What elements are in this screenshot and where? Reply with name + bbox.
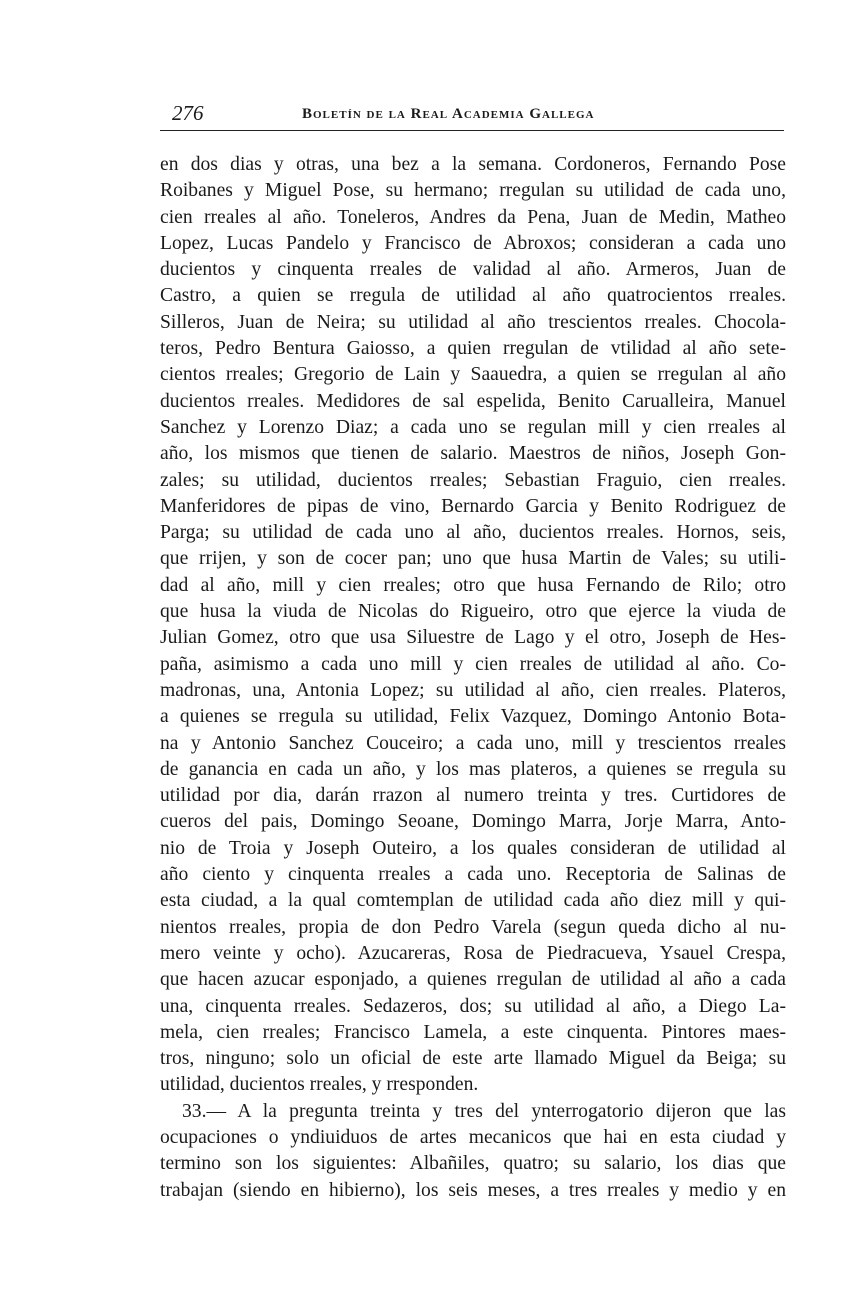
text-line: teros, Pedro Bentura Gaiosso, a quien rregulan de vtilidad al año sete- [160, 338, 786, 360]
section-33-first-line: 33.— A la pregunta treinta y tres del ynterrogatorio dijeron que las [182, 1100, 786, 1122]
text-line: cien rreales al año. Toneleros, Andres da Pena, Juan de Medin, Matheo [160, 206, 786, 228]
text-line: na y Antonio Sanchez Couceiro; a cada uno, mill y trescientos rreales [160, 732, 786, 754]
text-line: nientos rreales, propia de don Pedro Varela (segun queda dicho al nu- [160, 916, 786, 938]
text-line: madronas, una, Antonia Lopez; su utilidad al año, cien rreales. Plateros, [160, 679, 786, 701]
text-line: Julian Gomez, otro que usa Siluestre de Lago y el otro, Joseph de Hes- [160, 627, 786, 649]
text-line: nio de Troia y Joseph Outeiro, a los quales consideran de utilidad al [160, 837, 786, 859]
text-line: Sanchez y Lorenzo Diaz; a cada uno se regulan mill y cien rreales al [160, 416, 786, 438]
text-line: mela, cien rreales; Francisco Lamela, a este cinquenta. Pintores maes- [160, 1021, 786, 1043]
text-line: tros, ninguno; solo un oficial de este arte llamado Miguel da Beiga; su [160, 1048, 786, 1070]
text-line: a quienes se rregula su utilidad, Felix Vazquez, Domingo Antonio Bota- [160, 706, 786, 728]
text-line: Roibanes y Miguel Pose, su hermano; rregulan su utilidad de cada uno, [160, 180, 786, 202]
text-line: que hacen azucar esponjado, a quienes rregulan de utilidad al año a cada [160, 969, 786, 991]
text-line: ducientos rreales. Medidores de sal espelida, Benito Carualleira, Manuel [160, 390, 786, 412]
page-header [162, 100, 784, 126]
text-line: que rrijen, y son de cocer pan; uno que husa Martin de Vales; su utili- [160, 548, 786, 570]
text-line: paña, asimismo a cada uno mill y cien rreales de utilidad al año. Co- [160, 653, 786, 675]
text-line: Silleros, Juan de Neira; su utilidad al año trescientos rreales. Chocola- [160, 311, 786, 333]
text-line: utilidad por dia, darán rrazon al numero treinta y tres. Curtidores de [160, 785, 786, 807]
text-line: año ciento y cinquenta rreales a cada uno. Receptoria de Salinas de [160, 864, 786, 886]
page-number: 276 [172, 101, 204, 125]
text-line: cueros del pais, Domingo Seoane, Domingo Marra, Jorje Marra, Anto- [160, 811, 786, 833]
text-line: dad al año, mill y cien rreales; otro que husa Fernando de Rilo; otro [160, 574, 786, 596]
text-line: ducientos y cinquenta rreales de validad al año. Armeros, Juan de [160, 259, 786, 281]
text-line: Parga; su utilidad de cada uno al año, ducientos rreales. Hornos, seis, [160, 522, 786, 544]
text-line: Lopez, Lucas Pandelo y Francisco de Abroxos; consideran a cada uno [160, 232, 786, 254]
text-line: mero veinte y ocho). Azucareras, Rosa de Piedracueva, Ysauel Crespa, [160, 942, 786, 964]
text-line: que husa la viuda de Nicolas do Rigueiro, otro que ejerce la viuda de [160, 601, 786, 623]
text-line: cientos rreales; Gregorio de Lain y Saauedra, a quien se rregulan al año [160, 364, 786, 386]
text-line: trabajan (siendo en hibierno), los seis meses, a tres rreales y medio y en [160, 1179, 786, 1201]
header-rule [160, 130, 784, 131]
text-line: Castro, a quien se rregula de utilidad al año quatrocientos rreales. [160, 285, 786, 307]
running-title: Boletín de la Real Academia Gallega [302, 106, 595, 122]
text-line: de ganancia en cada un año, y los mas plateros, a quienes se rregula su [160, 758, 786, 780]
text-line: año, los mismos que tienen de salario. Maestros de niños, Joseph Gon- [160, 443, 786, 465]
text-line: una, cinquenta rreales. Sedazeros, dos; su utilidad al año, a Diego La- [160, 995, 786, 1017]
text-line: zales; su utilidad, ducientos rreales; Sebastian Fraguio, cien rreales. [160, 469, 786, 491]
body-text [160, 152, 786, 1204]
text-line: Manferidores de pipas de vino, Bernardo Garcia y Benito Rodriguez de [160, 495, 786, 517]
paragraph-end-line: utilidad, ducientos rreales, y rresponden. [160, 1074, 479, 1096]
text-line: en dos dias y otras, una bez a la semana. Cordoneros, Fernando Pose [160, 154, 786, 175]
text-line: termino son los siguientes: Albañiles, quatro; su salario, los dias que [160, 1153, 786, 1175]
text-line: ocupaciones o yndiuiduos de artes mecanicos que hai en esta ciudad y [160, 1126, 786, 1148]
text-line: esta ciudad, a la qual comtemplan de utilidad cada año diez mill y qui- [160, 890, 786, 912]
